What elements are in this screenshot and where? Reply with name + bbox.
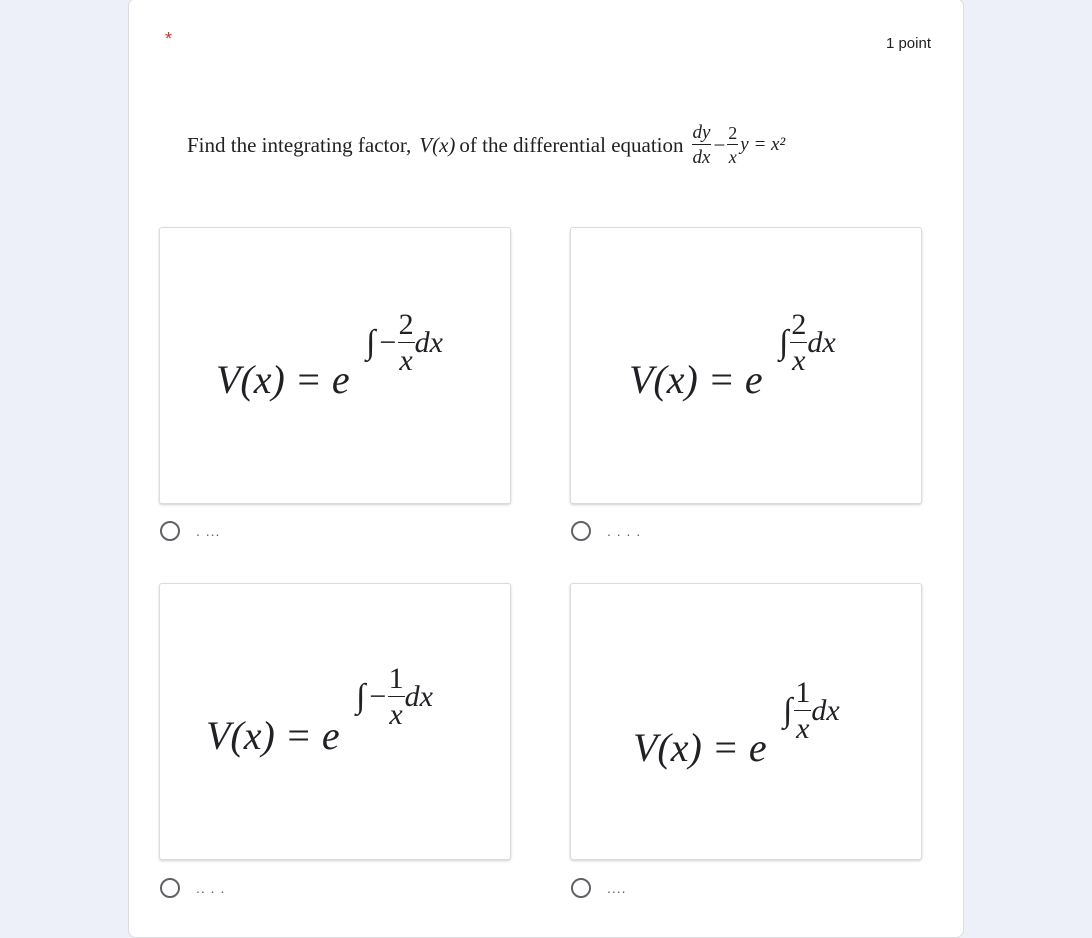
minus-sign: −: [377, 326, 398, 359]
option-4-image[interactable]: [570, 583, 922, 860]
question-prefix: Find the integrating factor,: [187, 132, 412, 157]
fraction-denominator: x: [399, 344, 413, 377]
option-2-formula: [629, 308, 836, 403]
fraction-numerator: 2: [791, 308, 807, 341]
option-1-radio[interactable]: [160, 521, 180, 541]
option-3-formula: [206, 662, 433, 759]
dy-dx-fraction: [692, 123, 712, 167]
option-2-image[interactable]: [570, 227, 922, 504]
exponent-fraction: [388, 664, 405, 730]
eq-minus: −: [713, 132, 726, 157]
option-2-exponent: [779, 310, 836, 376]
fraction-numerator: 1: [795, 676, 811, 709]
differential-equation: [692, 123, 786, 167]
option-3-label[interactable]: .. . .: [196, 880, 226, 896]
option-1-image[interactable]: [159, 227, 511, 504]
integral-sign: ∫: [366, 324, 376, 361]
eq-rhs: y = x²: [740, 134, 786, 155]
option-3-exponent: [356, 664, 433, 730]
dx-denominator: dx: [692, 147, 711, 168]
option-4-radio[interactable]: [571, 878, 591, 898]
two-numerator: 2: [728, 123, 738, 143]
minus-sign: −: [367, 680, 388, 713]
fraction-denominator: x: [796, 712, 810, 745]
fraction-denominator: x: [389, 698, 403, 731]
exponent-fraction: [790, 310, 807, 376]
option-1-formula: [216, 308, 443, 403]
question-text: [187, 123, 785, 167]
option-3-lhs: V(x) = e: [206, 713, 340, 758]
option-2-lhs: V(x) = e: [629, 357, 763, 402]
x-denominator: x: [728, 147, 737, 167]
required-asterisk: *: [165, 29, 173, 49]
fraction-denominator: x: [792, 344, 806, 377]
integral-sign: ∫: [783, 692, 793, 729]
question-suffix: of the differential equation: [459, 132, 684, 157]
option-2-radio[interactable]: [571, 521, 591, 541]
dx-term: dx: [414, 326, 443, 359]
option-4-row[interactable]: [571, 878, 627, 898]
exponent-fraction: [398, 310, 415, 376]
dx-term: dx: [404, 680, 433, 713]
fraction-numerator: 1: [388, 662, 404, 695]
option-4-lhs: V(x) = e: [633, 725, 767, 770]
fraction-numerator: 2: [398, 308, 414, 341]
two-over-x-fraction: [727, 124, 738, 166]
exponent-fraction: [794, 678, 811, 744]
option-1-label[interactable]: . ...: [196, 523, 221, 539]
option-3-radio[interactable]: [160, 878, 180, 898]
option-4-exponent: [783, 678, 840, 744]
option-1-lhs: V(x) = e: [216, 357, 350, 402]
dx-term: dx: [811, 694, 840, 727]
option-4-label[interactable]: ....: [607, 880, 627, 896]
option-1-row[interactable]: [160, 521, 220, 541]
option-2-label[interactable]: . . . .: [607, 523, 642, 539]
question-function: V(x): [419, 132, 456, 157]
dx-term: dx: [807, 326, 836, 359]
integral-sign: ∫: [356, 678, 366, 715]
points-label: 1 point: [885, 35, 931, 52]
option-1-exponent: [366, 310, 443, 376]
option-2-row[interactable]: [571, 521, 641, 541]
option-3-image[interactable]: [159, 583, 511, 860]
option-3-row[interactable]: [160, 878, 225, 898]
option-4-formula: [633, 676, 840, 771]
integral-sign: ∫: [779, 324, 789, 361]
dy-numerator: dy: [692, 122, 711, 143]
